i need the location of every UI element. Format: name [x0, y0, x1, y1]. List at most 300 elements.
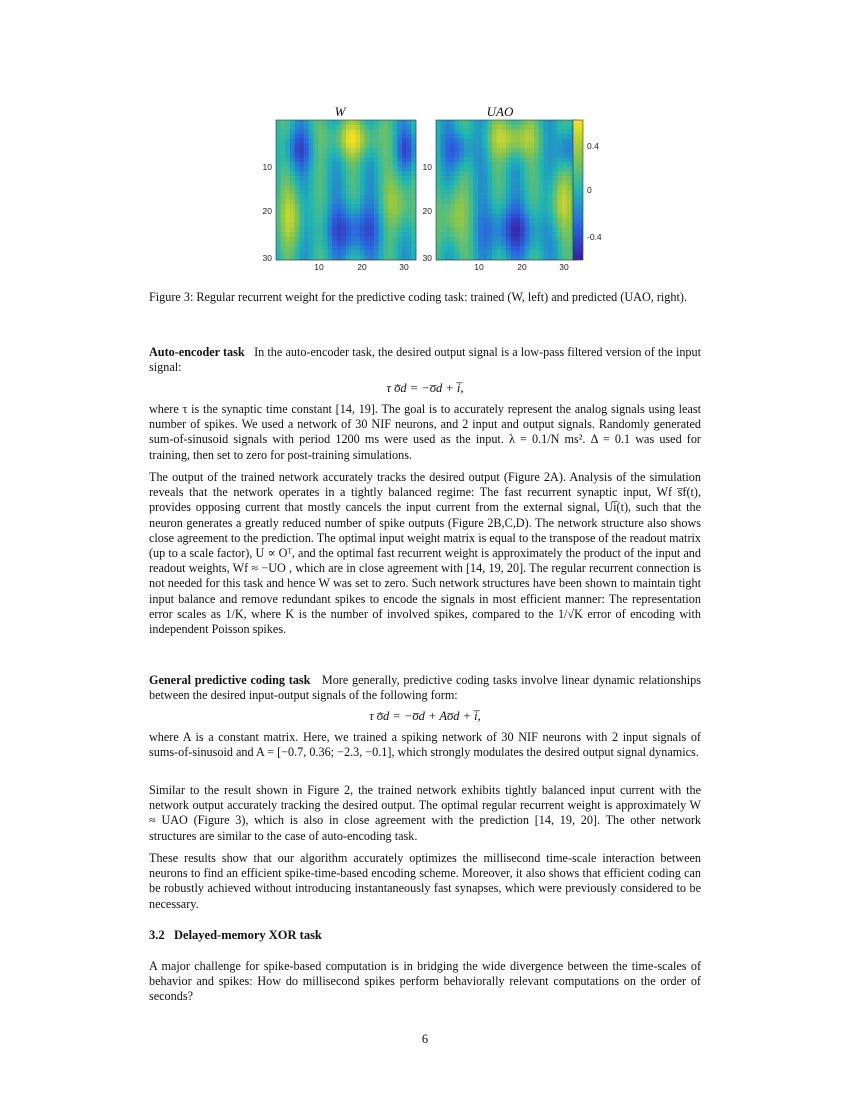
heatmap-cell [529, 181, 534, 186]
heatmap-cell [374, 251, 379, 256]
heatmap-cell [285, 223, 290, 228]
predictive-paragraph-2 [149, 783, 701, 844]
heatmap-cell [355, 251, 360, 256]
heatmap-cell [436, 120, 441, 125]
heatmap-cell [295, 157, 300, 162]
heatmap-cell [483, 125, 488, 130]
heatmap-cell [445, 241, 450, 246]
heatmap-cell [483, 199, 488, 204]
heatmap-cell [548, 227, 553, 232]
heatmap-cell [469, 129, 474, 134]
heatmap-cell [285, 129, 290, 134]
heatmap-cell [360, 157, 365, 162]
heatmap-cell [355, 255, 360, 260]
heatmap-cell [562, 139, 567, 144]
heatmap-cell [548, 162, 553, 167]
heatmap-cell [304, 204, 309, 209]
heatmap-cell [379, 185, 384, 190]
heatmap-cell [407, 237, 412, 242]
heatmap-cell [374, 213, 379, 218]
heatmap-cell [464, 129, 469, 134]
heatmap-cell [397, 195, 402, 200]
heatmap-cell [276, 251, 281, 256]
heatmap-cell [487, 237, 492, 242]
heatmap-cell [341, 190, 346, 195]
heatmap-cell [557, 190, 562, 195]
heatmap-cell [411, 129, 416, 134]
heatmap-cell [445, 162, 450, 167]
heatmap-cell [501, 255, 506, 260]
heatmap-cell [299, 213, 304, 218]
heatmap-cell [520, 143, 525, 148]
heatmap-cell [529, 246, 534, 251]
heatmap-cell [436, 227, 441, 232]
heatmap-cell [548, 157, 553, 162]
heatmap-cell [402, 232, 407, 237]
heatmap-cell [539, 209, 544, 214]
heatmap-cell [567, 129, 572, 134]
heatmap-cell [506, 232, 511, 237]
heatmap-cell [539, 162, 544, 167]
heatmap-cell [346, 157, 351, 162]
heatmap-cell [337, 157, 342, 162]
heatmap-cell [543, 246, 548, 251]
heatmap-cell [529, 157, 534, 162]
heatmap-cell [393, 251, 398, 256]
heatmap-cell [383, 167, 388, 172]
heatmap-cell [285, 125, 290, 130]
heatmap-cell [492, 125, 497, 130]
heatmap-cell [355, 134, 360, 139]
heatmap-cell [285, 218, 290, 223]
heatmap-cell [309, 176, 314, 181]
heatmap-cell [285, 171, 290, 176]
heatmap-cell [483, 171, 488, 176]
heatmap-cell [365, 157, 370, 162]
heatmap-cell [529, 171, 534, 176]
heatmap-cell [441, 153, 446, 158]
heatmap-cell [337, 251, 342, 256]
heatmap-cell [441, 185, 446, 190]
heatmap-cell [299, 181, 304, 186]
heatmap-cell [346, 232, 351, 237]
heatmap-cell [327, 167, 332, 172]
heatmap-cell [397, 246, 402, 251]
heatmap-cell [469, 246, 474, 251]
heatmap-cell [529, 190, 534, 195]
heatmap-cell [309, 195, 314, 200]
heatmap-cell [473, 209, 478, 214]
heatmap-cell [436, 195, 441, 200]
heatmap-cell [487, 209, 492, 214]
heatmap-cell [299, 232, 304, 237]
heatmap-cell [290, 143, 295, 148]
heatmap-cell [511, 223, 516, 228]
heatmap-cell [369, 204, 374, 209]
heatmap-cell [290, 209, 295, 214]
heatmap-cell [411, 199, 416, 204]
heatmap-cell [534, 134, 539, 139]
heatmap-cell [492, 181, 497, 186]
heatmap-cell [309, 162, 314, 167]
heatmap-cell [402, 190, 407, 195]
heatmap-cell [441, 171, 446, 176]
heatmap-cell [543, 176, 548, 181]
heatmap-cell [441, 255, 446, 260]
heatmap-cell [355, 148, 360, 153]
heatmap-cell [309, 181, 314, 186]
heatmap-cell [360, 241, 365, 246]
heatmap-cell [360, 181, 365, 186]
heatmap-cell [553, 157, 558, 162]
heatmap-cell [525, 153, 530, 158]
heatmap-cell [355, 204, 360, 209]
heatmap-cell [365, 125, 370, 130]
heatmap-cell [393, 134, 398, 139]
heatmap-cell [351, 246, 356, 251]
heatmap-cell [487, 223, 492, 228]
heatmap-cell [483, 195, 488, 200]
heatmap-cell [501, 176, 506, 181]
heatmap-cell [501, 157, 506, 162]
heatmap-cell [304, 171, 309, 176]
heatmap-cell [365, 181, 370, 186]
heatmap-cell [332, 241, 337, 246]
heatmap-cell [487, 232, 492, 237]
heatmap-cell [281, 129, 286, 134]
heatmap-cell [393, 162, 398, 167]
heatmap-cell [534, 195, 539, 200]
heatmap-cell [548, 143, 553, 148]
heatmap-cell [341, 167, 346, 172]
heatmap-cell [501, 199, 506, 204]
heatmap-cell [557, 134, 562, 139]
heatmap-cell [436, 251, 441, 256]
heatmap-cell [567, 237, 572, 242]
heatmap-cell [393, 171, 398, 176]
heatmap-cell [441, 246, 446, 251]
heatmap-cell [525, 255, 530, 260]
heatmap-cell [299, 255, 304, 260]
heatmap-cell [355, 143, 360, 148]
heatmap-cell [478, 227, 483, 232]
y-tick: 30 [422, 253, 432, 263]
heatmap-cell [553, 223, 558, 228]
heatmap-cell [445, 185, 450, 190]
heatmap-cell [511, 185, 516, 190]
heatmap-cell [450, 246, 455, 251]
heatmap-cell [450, 120, 455, 125]
heatmap-cell [464, 162, 469, 167]
heatmap-cell [290, 162, 295, 167]
heatmap-cell [337, 241, 342, 246]
heatmap-cell [520, 227, 525, 232]
heatmap-cell [543, 237, 548, 242]
heatmap-cell [346, 176, 351, 181]
heatmap-cell [337, 204, 342, 209]
heatmap-cell [327, 148, 332, 153]
heatmap-cell [501, 167, 506, 172]
heatmap-cell [450, 232, 455, 237]
heatmap-cell [327, 209, 332, 214]
heatmap-cell [567, 167, 572, 172]
heatmap-cell [309, 153, 314, 158]
heatmap-cell [450, 167, 455, 172]
x-tick: 10 [474, 262, 484, 272]
heatmap-cell [450, 129, 455, 134]
heatmap-cell [455, 227, 460, 232]
heatmap-cell [365, 223, 370, 228]
heatmap-cell [511, 153, 516, 158]
heatmap-cell [511, 139, 516, 144]
heatmap-cell [379, 204, 384, 209]
heatmap-cell [464, 209, 469, 214]
heatmap-cell [402, 237, 407, 242]
heatmap-cell [441, 195, 446, 200]
heatmap-cell [313, 251, 318, 256]
heatmap-cell [346, 171, 351, 176]
heatmap-cell [520, 162, 525, 167]
heatmap-cell [473, 171, 478, 176]
heatmap-cell [562, 209, 567, 214]
heatmap-cell [553, 185, 558, 190]
heatmap-cell [525, 176, 530, 181]
predictive-heading: General predictive coding task [149, 673, 311, 687]
heatmap-cell [318, 143, 323, 148]
heatmap-cell [539, 125, 544, 130]
heatmap-cell [553, 209, 558, 214]
heatmap-cell [318, 241, 323, 246]
heatmap-cell [492, 162, 497, 167]
heatmap-cell [441, 241, 446, 246]
heatmap-cell [562, 125, 567, 130]
heatmap-cell [346, 181, 351, 186]
heatmap-cell [469, 171, 474, 176]
heatmap-cell [469, 120, 474, 125]
heatmap-cell [539, 139, 544, 144]
heatmap-cell [341, 199, 346, 204]
heatmap-cell [337, 185, 342, 190]
heatmap-cell [323, 162, 328, 167]
heatmap-cell [327, 199, 332, 204]
heatmap-cell [529, 199, 534, 204]
heatmap-cell [450, 171, 455, 176]
heatmap-cell [327, 223, 332, 228]
heatmap-cell [299, 251, 304, 256]
heatmap-cell [379, 213, 384, 218]
heatmap-cell [369, 199, 374, 204]
heatmap-cell [455, 232, 460, 237]
heatmap-cell [309, 199, 314, 204]
heatmap-cell [351, 153, 356, 158]
heatmap-cell [355, 190, 360, 195]
heatmap-cell [304, 190, 309, 195]
heatmap-cell [295, 185, 300, 190]
heatmap-cell [553, 148, 558, 153]
heatmap-cell [469, 218, 474, 223]
heatmap-cell [534, 125, 539, 130]
heatmap-cell [529, 167, 534, 172]
heatmap-cell [543, 139, 548, 144]
heatmap-cell [309, 246, 314, 251]
heatmap-cell [397, 120, 402, 125]
heatmap-cell [525, 204, 530, 209]
heatmap-cell [402, 209, 407, 214]
heatmap-cell [548, 246, 553, 251]
heatmap-cell [318, 120, 323, 125]
heatmap-cell [327, 195, 332, 200]
heatmap-cell [388, 213, 393, 218]
heatmap-cell [506, 167, 511, 172]
heatmap-cell [543, 162, 548, 167]
heatmap-cell [529, 227, 534, 232]
heatmap-cell [459, 162, 464, 167]
heatmap-cell [304, 181, 309, 186]
heatmap-cell [469, 185, 474, 190]
heatmap-cell [450, 195, 455, 200]
heatmap-cell [548, 134, 553, 139]
heatmap-cell [327, 162, 332, 167]
heatmap-cell [304, 246, 309, 251]
heatmap-cell [497, 143, 502, 148]
heatmap-cell [313, 129, 318, 134]
heatmap-cell [304, 134, 309, 139]
heatmap-cell [497, 129, 502, 134]
heatmap-cell [515, 171, 520, 176]
heatmap-cell [553, 129, 558, 134]
heatmap-cell [313, 255, 318, 260]
heatmap-cell [441, 209, 446, 214]
heatmap-cell [473, 218, 478, 223]
heatmap-cell [436, 209, 441, 214]
heatmap-cell [290, 134, 295, 139]
heatmap-cell [355, 157, 360, 162]
heatmap-cell [276, 227, 281, 232]
heatmap-cell [483, 157, 488, 162]
heatmap-cell [501, 218, 506, 223]
heatmap-cell [455, 176, 460, 181]
heatmap-cell [397, 134, 402, 139]
heatmap-cell [295, 181, 300, 186]
heatmap-cell [478, 143, 483, 148]
heatmap-cell [487, 255, 492, 260]
heatmap-cell [487, 199, 492, 204]
heatmap-cell [515, 143, 520, 148]
heatmap-cell [360, 190, 365, 195]
heatmap-cell [309, 157, 314, 162]
figure-3 [240, 98, 620, 278]
heatmap-cell [492, 120, 497, 125]
heatmap-cell [562, 134, 567, 139]
heatmap-cell [290, 232, 295, 237]
heatmap-cell [397, 153, 402, 158]
heatmap-cell [464, 143, 469, 148]
heatmap-cell [525, 218, 530, 223]
heatmap-cell [553, 218, 558, 223]
heatmap-cell [360, 162, 365, 167]
heatmap-cell [295, 129, 300, 134]
heatmap-cell [285, 139, 290, 144]
heatmap-cell [402, 227, 407, 232]
heatmap-cell [529, 237, 534, 242]
heatmap-cell [506, 120, 511, 125]
heatmap-cell [281, 176, 286, 181]
heatmap-cell [365, 237, 370, 242]
heatmap-cell [341, 139, 346, 144]
heatmap-cell [295, 204, 300, 209]
heatmap-cell [492, 251, 497, 256]
heatmap-cell [539, 176, 544, 181]
heatmap-cell [515, 209, 520, 214]
heatmap-cell [511, 209, 516, 214]
heatmap-cell [374, 218, 379, 223]
heatmap-cell [374, 134, 379, 139]
heatmap-cell [379, 139, 384, 144]
heatmap-cell [299, 125, 304, 130]
heatmap-cell [520, 139, 525, 144]
heatmap-cell [355, 241, 360, 246]
heatmap-cell [497, 153, 502, 158]
autoencoder-equation: τ o̅̇d = −o̅d + i̅, [386, 381, 464, 395]
heatmap-cell [520, 157, 525, 162]
heatmap-cell [478, 134, 483, 139]
heatmap-cell [534, 218, 539, 223]
heatmap-cell [290, 246, 295, 251]
heatmap-cell [318, 162, 323, 167]
heatmap-cell [365, 134, 370, 139]
heatmap-cell [383, 255, 388, 260]
heatmap-cell [383, 195, 388, 200]
heatmap-cell [483, 143, 488, 148]
heatmap-cell [557, 204, 562, 209]
heatmap-cell [511, 181, 516, 186]
heatmap-cell [304, 125, 309, 130]
heatmap-cell [351, 134, 356, 139]
heatmap-cell [515, 157, 520, 162]
heatmap-cell [455, 251, 460, 256]
heatmap-cell [341, 251, 346, 256]
heatmap-cell [281, 227, 286, 232]
heatmap-cell [299, 209, 304, 214]
heatmap-cell [374, 129, 379, 134]
heatmap-cell [393, 241, 398, 246]
heatmap-cell [478, 218, 483, 223]
heatmap-cell [459, 209, 464, 214]
heatmap-cell [383, 241, 388, 246]
heatmap-cell [473, 204, 478, 209]
heatmap-cell [525, 190, 530, 195]
heatmap-cell [383, 227, 388, 232]
heatmap-cell [450, 241, 455, 246]
heatmap-cell [459, 148, 464, 153]
heatmap-cell [529, 209, 534, 214]
heatmap-cell [374, 148, 379, 153]
heatmap-cell [327, 246, 332, 251]
heatmap-cell [469, 227, 474, 232]
heatmap-cell [548, 237, 553, 242]
heatmap-cell [281, 190, 286, 195]
heatmap-cell [497, 223, 502, 228]
heatmap-cell [379, 167, 384, 172]
heatmap-cell [369, 185, 374, 190]
y-tick: 20 [422, 206, 432, 216]
heatmap-cell [369, 218, 374, 223]
heatmap-cell [369, 153, 374, 158]
heatmap-cell [276, 209, 281, 214]
heatmap-cell [379, 227, 384, 232]
heatmap-cell [469, 125, 474, 130]
heatmap-cell [506, 148, 511, 153]
